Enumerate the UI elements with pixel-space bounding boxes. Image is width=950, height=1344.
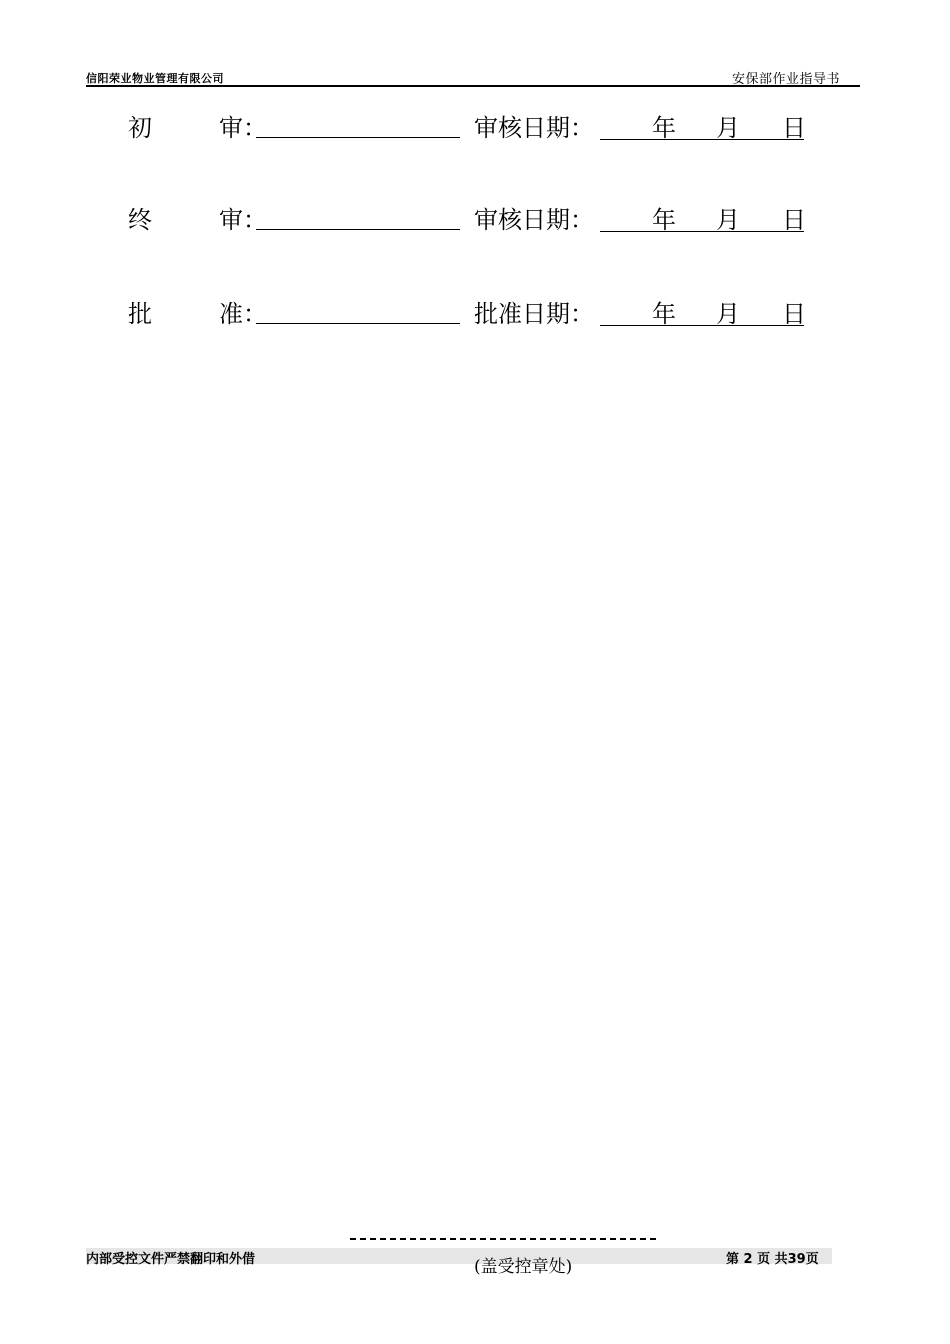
role-colon: ： (243, 300, 267, 328)
role-label (128, 294, 243, 329)
footer-stamp-dashes (350, 1238, 656, 1240)
month-label: 月 (716, 114, 740, 142)
header-rule (86, 85, 860, 87)
role-char: 初 (128, 114, 152, 142)
role-char: 审 (219, 114, 243, 142)
footer-stamp-area: (盖受控章处) (474, 1257, 573, 1277)
signoff-row-approval (128, 294, 828, 328)
date-label: 批准日期： (474, 300, 594, 328)
role-char: 批 (128, 300, 152, 328)
year-label: 年 (652, 300, 676, 328)
header-document-title: 安保部作业指导书 (731, 72, 840, 87)
signoff-row-initial-review (128, 108, 828, 142)
role-colon: ： (243, 114, 267, 142)
date-field[interactable] (600, 200, 804, 232)
role-label (128, 108, 243, 143)
month-label: 月 (716, 206, 740, 234)
role-char: 审 (219, 206, 243, 234)
date-field[interactable] (600, 294, 804, 326)
role-char: 准 (219, 300, 243, 328)
footer-notice: 内部受控文件严禁翻印和外借 (86, 1252, 256, 1267)
date-field[interactable] (600, 108, 804, 140)
header-company-name: 信阳荣业物业管理有限公司 (86, 72, 224, 85)
date-label: 审核日期： (474, 114, 594, 142)
month-label: 月 (716, 300, 740, 328)
signature-line[interactable] (256, 323, 460, 324)
role-label (128, 200, 243, 235)
year-label: 年 (652, 114, 676, 142)
signoff-row-final-review (128, 200, 828, 234)
year-label: 年 (652, 206, 676, 234)
role-colon: ： (243, 206, 267, 234)
footer-page-info: 第 2 页 共39页 (726, 1252, 819, 1267)
day-label: 日 (782, 300, 806, 328)
signature-line[interactable] (256, 137, 460, 138)
day-label: 日 (782, 114, 806, 142)
role-char: 终 (128, 206, 152, 234)
signature-line[interactable] (256, 229, 460, 230)
date-label: 审核日期： (474, 206, 594, 234)
day-label: 日 (782, 206, 806, 234)
